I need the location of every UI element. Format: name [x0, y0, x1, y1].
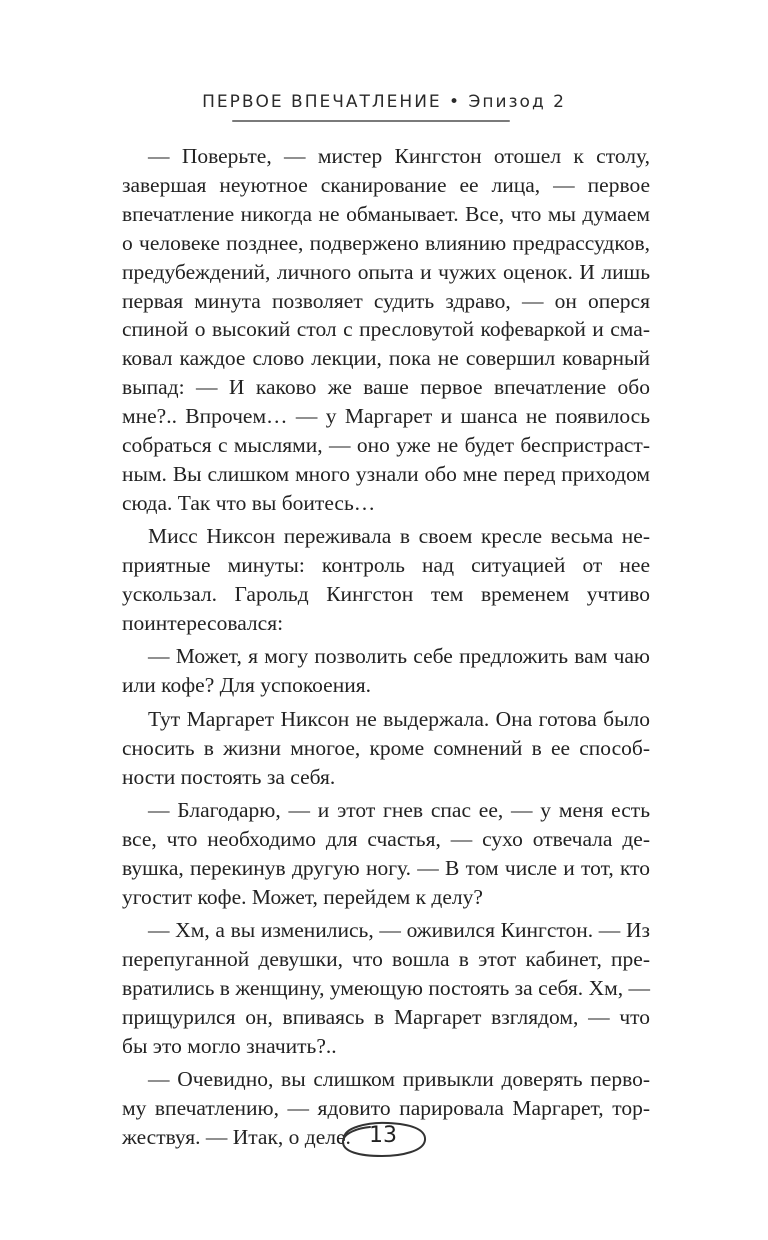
running-header [0, 92, 768, 112]
header-underline [232, 120, 510, 122]
paragraph: — Хм, а вы изменились, — оживился Кингстон. — Из перепуганной девушки, что вошла в этот кабинет, превратились в женщину, умеющую постоять за себя. Хм, — прищурился он, впиваясь в Маргарет взглядом, — что бы это могло значить?.. [122, 918, 650, 1058]
paragraph: — Очевидно, вы слишком привыкли доверять первому впечатлению, — ядовито парировала Маргарет, торжествуя. — Итак, о деле. [122, 1067, 650, 1149]
paragraph: — Благодарю, — и этот гнев спас ее, — у меня есть все, что необходимо для счастья, — сухо отвечала девушка, перекинув другую ногу. — В том числе и тот, кто угостит кофе. Может, перейдем к делу? [122, 797, 650, 909]
body-text [122, 142, 650, 1156]
paragraph: — Поверьте, — мистер Кингстон отошел к столу, завершая неуютное сканирование ее лица, — первое впечатление никогда не обманывает. Все, что мы думаем о человеке позднее, подвержено влиянию предрассудков, предубеждений, личного опыта и чужих оценок. И лишь первая минута позволяет судить здраво, — он оперся спиной о высокий стол с пресловутой кофеваркой и смаковал каждое слово лекции, пока не совершил коварный выпад: — И каково же ваше первое впечатление обо мне?.. Впрочем… — у Маргарет и шанса не появилось собраться с мыслями, — оно уже не будет беспристрастным. Вы слишком много узнали обо мне перед приходом сюда. Так что вы боитесь… [122, 144, 650, 515]
paragraph: Мисс Никсон переживала в своем кресле весьма неприятные минуты: контроль над ситуацией от нее ускользал. Гарольд Кингстон тем временем учтиво поинтересовался: [122, 524, 650, 635]
page-number-badge [330, 1113, 436, 1163]
running-header-title: ПЕРВОЕ ВПЕЧАТЛЕНИЕ • Эпизод 2 [202, 92, 566, 112]
page-number: 13 [369, 1123, 397, 1148]
paragraph: Тут Маргарет Никсон не выдержала. Она готова было сносить в жизни многое, кроме сомнений в ее способности постоять за себя. [122, 706, 650, 789]
paragraph: — Может, я могу позволить себе предложить вам чаю или кофе? Для успокоения. [122, 644, 650, 698]
